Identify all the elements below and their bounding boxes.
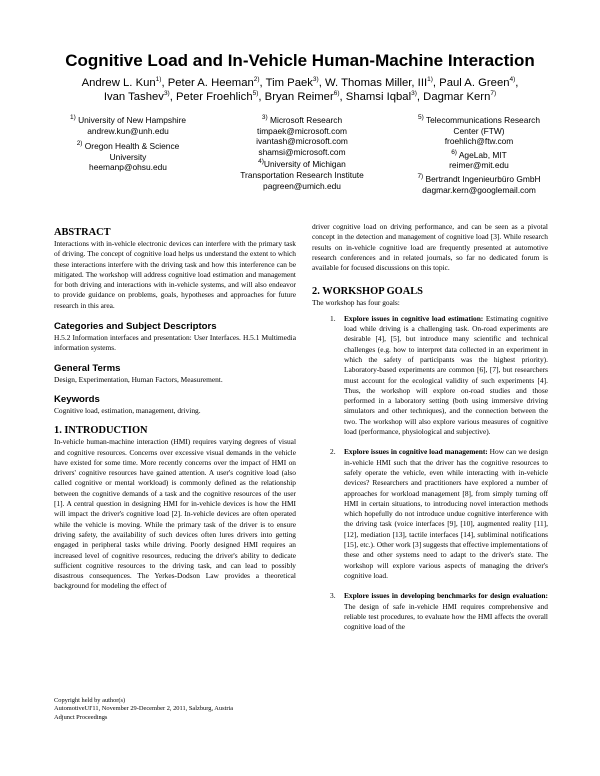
- copyright-block: [54, 697, 296, 722]
- introduction-continued-text: driver cognitive load on driving performance, and can be seen as a pivotal concept in the detection and management of cognitive load [3]. While research results on in-vehicle cognitive load are frequently presented at automotive research conferences and in related journals, so far no dedicated forum is available for focused discussions on this topic.: [312, 222, 548, 273]
- keywords-text: Cognitive load, estimation, management, driving.: [54, 405, 201, 415]
- author: Paul A. Green$^{4)}$: [439, 76, 516, 89]
- general-terms-text: Design, Experimentation, Human Factors, Measurement.: [54, 374, 223, 384]
- categories-text: H.5.2 Information interfaces and presentation: User Interfaces. H.5.1 Multimedia information systems.: [54, 333, 296, 353]
- affiliation-column-1: $^{1)}$ University of New Hampshire andrew.kun@unh.edu $^{2)}$ Oregon Health & Science University heemanp@ohsu.edu: [58, 115, 198, 173]
- author: Bryan Reimer$^{6)}$: [264, 90, 340, 103]
- affiliation-umich: $^{4)}$University of Michigan: [258, 158, 346, 170]
- introduction-heading: 1. INTRODUCTION: [54, 425, 148, 437]
- goals-list: [312, 314, 548, 633]
- affiliation-email: shamsi@microsoft.com: [258, 146, 346, 157]
- author: Tim Paek$^{3)}$: [265, 76, 319, 89]
- general-terms-heading: General Terms: [54, 362, 121, 374]
- affiliation-bertrandt: $^{7)}$ Bertrandt Ingenieurbüro GmbH: [417, 173, 541, 184]
- affiliation-ohsu: $^{2)}$ Oregon Health & Science: [76, 140, 180, 152]
- goal-item: 2. Explore issues in cognitive load management: How can we design in-vehicle HMI such that the driver has the cognitive resources to safely operate the vehicle, even while interacting with in-vehicle devices? Researchers and practitioners have explored a number of approaches for workload management [8], from simply turning off HMI in certain situations, to introducing novel interaction methods which hopefully do not introduce undue cognitive interference with the driving task (voice interfaces [9], [10], augmented reality [11], [12], mediation [13], tactile interfaces [14], subliminal notifications [15], etc.). Other work [3] suggests that effective implementations of these and other systems need to adapt to the driver's state. The workshop will explore various aspects of managing the driver's cognitive load.: [330, 447, 548, 580]
- affiliation-column-2: $^{3)}$ Microsoft Research timpaek@microsoft.com ivantash@microsoft.com shamsi@microsoft.com $^{4)}$University of Michigan Transportation Research Institute pagreen@umich.edu: [222, 115, 382, 191]
- affiliation-email: timpaek@microsoft.com: [257, 125, 347, 136]
- abstract-text: Interactions with in-vehicle electronic devices can interfere with the primary task of driving. The concept of cognitive load helps us understand the extent to which these interactions interfere with the driving task and how this interference can be mitigated. The workshop will address cognitive load estimation and management for both driving and interactions with in-vehicle systems, and will also endeavor to provide guidance on problems, goals, hypotheses and approaches for future research in this area.: [54, 239, 296, 310]
- affiliation-email: froehlich@ftw.com: [444, 136, 514, 147]
- affiliation-email: reimer@mit.edu: [449, 160, 509, 171]
- author: W. Thomas Miller, III$^{1)}$: [324, 76, 433, 89]
- author-list: Andrew L. Kun$^{1)}$, Peter A. Heeman$^{2)}$, Tim Paek$^{3)}$, W. Thomas Miller, III$^{1)}$, Paul A. Green$^{4)}$, Ivan Tashev$^{3)}$, Peter Froehlich$^{5)}$, Bryan Reimer$^{6)}$, Shamsi Iqbal$^{3)}$, Dagmar Kern$^{7)}$: [81, 76, 519, 103]
- author: Dagmar Kern$^{7)}$: [423, 90, 497, 103]
- categories-heading: Categories and Subject Descriptors: [54, 321, 217, 333]
- author: Ivan Tashev$^{3)}$: [103, 90, 170, 103]
- introduction-text: In-vehicle human-machine interaction (HMI) requires varying degrees of visual and cognitive resources. Concerns over excessive visual demands in the vehicle have existed for some time. More recently concerns over the impact of HMI on drivers' cognitive resources have gained attention. A user's cognitive load (also called cognitive or mental workload) is commonly defined as the relationship between the cognitive demands of a task and the cognitive resources of the user [1]. A central question in designing HMI for in-vehicle devices is how the HMI will impact the driver's cognitive load [2]. In-vehicle devices are often operated while the vehicle is moving. While the primary task of the driver is to ensure driving safety, the availability of such devices often lures drivers into getting engaged in peripheral tasks while driving. Poorly designed HMI requires an increased level of cognitive resources, reducing the driver's ability to dedicate sufficient cognitive resources to the driving task, and can lead to possibly disastrous consequences. The Yerkes-Dodson Law provides a theoretical background for modeling the effect of: [54, 437, 296, 591]
- author: Shamsi Iqbal$^{3)}$: [345, 90, 417, 103]
- affiliation-microsoft: $^{3)}$ Microsoft Research: [261, 114, 343, 125]
- affiliation-email: heemanp@ohsu.edu: [89, 162, 167, 173]
- left-column: [54, 226, 296, 592]
- affiliation-column-3: $^{5)}$ Telecommunications Research Center (FTW) froehlich@ftw.com $^{6)}$ AgeLab, MIT reimer@mit.edu $^{7)}$ Bertrandt Ingenieurbüro GmbH dagmar.kern@googlemail.com: [397, 115, 561, 195]
- copyright-line: Copyright held by author(s): [54, 697, 126, 704]
- abstract-heading: ABSTRACT: [54, 227, 111, 238]
- goal-item: 3. Explore issues in developing benchmarks for design evaluation: The design of safe in-vehicle HMI requires comprehensive and reliable test procedures, to evaluate how the HMI affects the overall cognitive load of the: [330, 591, 548, 632]
- paper-title: Cognitive Load and In-Vehicle Human-Machine Interaction: [65, 51, 535, 70]
- affiliation-ftw: $^{5)}$ Telecommunications Research: [417, 114, 540, 125]
- author: Peter Froehlich$^{5)}$: [176, 90, 259, 103]
- affiliation-email: andrew.kun@unh.edu: [87, 125, 169, 136]
- workshop-goals-intro: The workshop has four goals:: [312, 298, 400, 308]
- affiliation-mit: $^{6)}$ AgeLab, MIT: [451, 148, 507, 160]
- affiliation-email: ivantash@microsoft.com: [256, 136, 348, 147]
- workshop-goals-heading: 2. WORKSHOP GOALS: [312, 286, 423, 298]
- author: Peter A. Heeman$^{2)}$: [167, 76, 260, 89]
- author: Andrew L. Kun$^{1)}$: [81, 76, 162, 89]
- copyright-line: AutomotiveUI'11, November 29-December 2, 2011, Salzburg, Austria: [54, 705, 234, 713]
- affiliation-email: pagreen@umich.edu: [263, 180, 341, 191]
- copyright-line: Adjunct Proceedings: [54, 713, 108, 721]
- keywords-heading: Keywords: [54, 393, 100, 405]
- affiliation-email: dagmar.kern@googlemail.com: [422, 184, 536, 195]
- affiliation-unh: $^{1)}$ University of New Hampshire: [69, 114, 187, 125]
- right-column: [312, 222, 548, 632]
- goal-item: 1. Explore issues in cognitive load estimation: Estimating cognitive load while driving is a challenging task. On-road experiments are desirable [4], [5], but introduce many scientific and technical challenges (e.g. how to interpret data collected in an experiment in which the safety of participants was the highest priority). Laboratory-based experiments are common [6], [7], but researchers must account for the ecological validity of such experiments [4]. Thus, the workshop will explore on-road studies and those performed in a laboratory setting (both using immersive driving simulators and other techniques), and the connection between the two. The workshop will also explore various measures of cognitive load (performance, physiological and subjective).: [330, 313, 548, 437]
